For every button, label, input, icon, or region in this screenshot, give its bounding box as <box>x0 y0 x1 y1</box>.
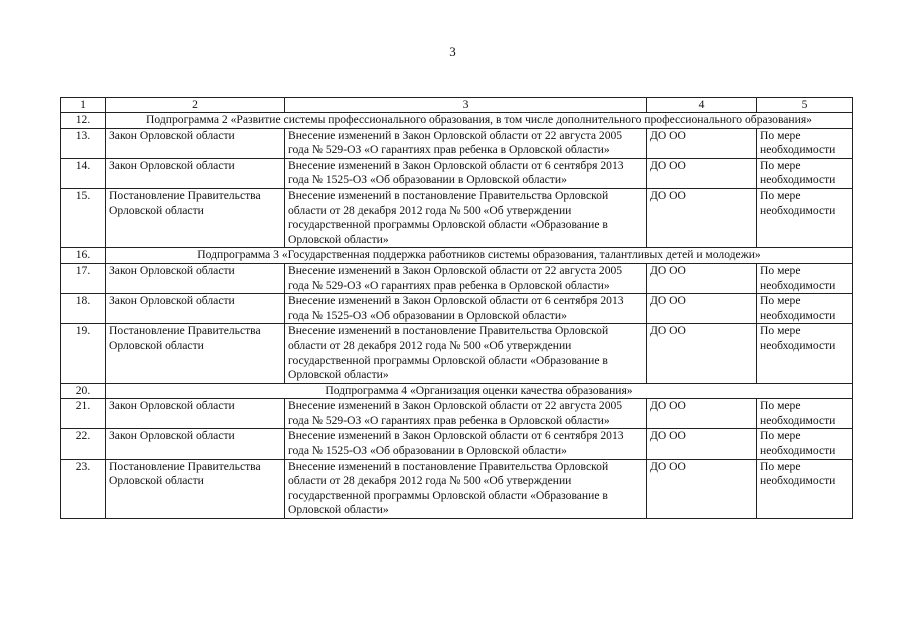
subprogram-row <box>61 113 853 129</box>
column-number: 4 <box>647 98 757 113</box>
subprogram-row <box>61 248 853 264</box>
executor-cell: ДО ОО <box>647 324 757 383</box>
content-cell: Внесение изменений в Закон Орловской области от 22 августа 2005 года № 529-ОЗ «О гарантиях прав ребенка в Орловской области» <box>285 128 647 158</box>
table-row <box>61 294 853 324</box>
subprogram-title: Подпрограмма 2 «Развитие системы профессионального образования, в том числе дополнительного профессионального образования» <box>106 113 853 129</box>
act-type-cell: Закон Орловской области <box>106 128 285 158</box>
content-cell: Внесение изменений в Закон Орловской области от 22 августа 2005 года № 529-ОЗ «О гарантиях прав ребенка в Орловской области» <box>285 399 647 429</box>
column-number: 3 <box>285 98 647 113</box>
term-cell: По мере необходимости <box>757 128 853 158</box>
table-row <box>61 429 853 459</box>
executor-cell: ДО ОО <box>647 459 757 518</box>
subprogram-row <box>61 383 853 399</box>
content-cell: Внесение изменений в Закон Орловской области от 22 августа 2005 года № 529-ОЗ «О гарантиях прав ребенка в Орловской области» <box>285 263 647 293</box>
table-row <box>61 459 853 518</box>
act-type-cell: Постановление Правительства Орловской области <box>106 324 285 383</box>
act-type-cell: Закон Орловской области <box>106 294 285 324</box>
term-cell: По мере необходимости <box>757 429 853 459</box>
row-number: 22. <box>61 429 106 459</box>
act-type-cell: Закон Орловской области <box>106 158 285 188</box>
row-number: 14. <box>61 158 106 188</box>
content-cell: Внесение изменений в постановление Правительства Орловской области от 28 декабря 2012 года № 500 «Об утверждении государственной программы Орловской области «Образование в Орловской области» <box>285 188 647 247</box>
content-cell: Внесение изменений в постановление Правительства Орловской области от 28 декабря 2012 года № 500 «Об утверждении государственной программы Орловской области «Образование в Орловской области» <box>285 324 647 383</box>
executor-cell: ДО ОО <box>647 158 757 188</box>
term-cell: По мере необходимости <box>757 158 853 188</box>
executor-cell: ДО ОО <box>647 263 757 293</box>
row-number: 23. <box>61 459 106 518</box>
column-number: 1 <box>61 98 106 113</box>
row-number: 16. <box>61 248 106 264</box>
term-cell: По мере необходимости <box>757 459 853 518</box>
content-cell: Внесение изменений в Закон Орловской области от 6 сентября 2013 года № 1525-ОЗ «Об образовании в Орловской области» <box>285 429 647 459</box>
subprogram-title: Подпрограмма 3 «Государственная поддержка работников системы образования, талантливых детей и молодежи» <box>106 248 853 264</box>
act-type-cell: Закон Орловской области <box>106 399 285 429</box>
term-cell: По мере необходимости <box>757 263 853 293</box>
page-number: 3 <box>449 44 456 59</box>
table-row <box>61 399 853 429</box>
row-number: 15. <box>61 188 106 247</box>
content-cell: Внесение изменений в Закон Орловской области от 6 сентября 2013 года № 1525-ОЗ «Об образовании в Орловской области» <box>285 158 647 188</box>
table-row <box>61 324 853 383</box>
term-cell: По мере необходимости <box>757 294 853 324</box>
column-number: 2 <box>106 98 285 113</box>
table-row <box>61 188 853 247</box>
subprogram-title: Подпрограмма 4 «Организация оценки качества образования» <box>106 383 853 399</box>
row-number: 20. <box>61 383 106 399</box>
act-type-cell: Постановление Правительства Орловской области <box>106 188 285 247</box>
row-number: 21. <box>61 399 106 429</box>
column-number-row <box>61 98 853 113</box>
table-row <box>61 128 853 158</box>
term-cell: По мере необходимости <box>757 188 853 247</box>
column-number: 5 <box>757 98 853 113</box>
term-cell: По мере необходимости <box>757 399 853 429</box>
row-number: 18. <box>61 294 106 324</box>
executor-cell: ДО ОО <box>647 429 757 459</box>
act-type-cell: Закон Орловской области <box>106 429 285 459</box>
table-row <box>61 158 853 188</box>
executor-cell: ДО ОО <box>647 128 757 158</box>
row-number: 17. <box>61 263 106 293</box>
executor-cell: ДО ОО <box>647 188 757 247</box>
act-type-cell: Закон Орловской области <box>106 263 285 293</box>
act-type-cell: Постановление Правительства Орловской области <box>106 459 285 518</box>
row-number: 12. <box>61 113 106 129</box>
row-number: 13. <box>61 128 106 158</box>
executor-cell: ДО ОО <box>647 294 757 324</box>
content-cell: Внесение изменений в Закон Орловской области от 6 сентября 2013 года № 1525-ОЗ «Об образовании в Орловской области» <box>285 294 647 324</box>
legislation-table <box>60 97 853 519</box>
term-cell: По мере необходимости <box>757 324 853 383</box>
table-row <box>61 263 853 293</box>
executor-cell: ДО ОО <box>647 399 757 429</box>
content-cell: Внесение изменений в постановление Правительства Орловской области от 28 декабря 2012 года № 500 «Об утверждении государственной программы Орловской области «Образование в Орловской области» <box>285 459 647 518</box>
row-number: 19. <box>61 324 106 383</box>
